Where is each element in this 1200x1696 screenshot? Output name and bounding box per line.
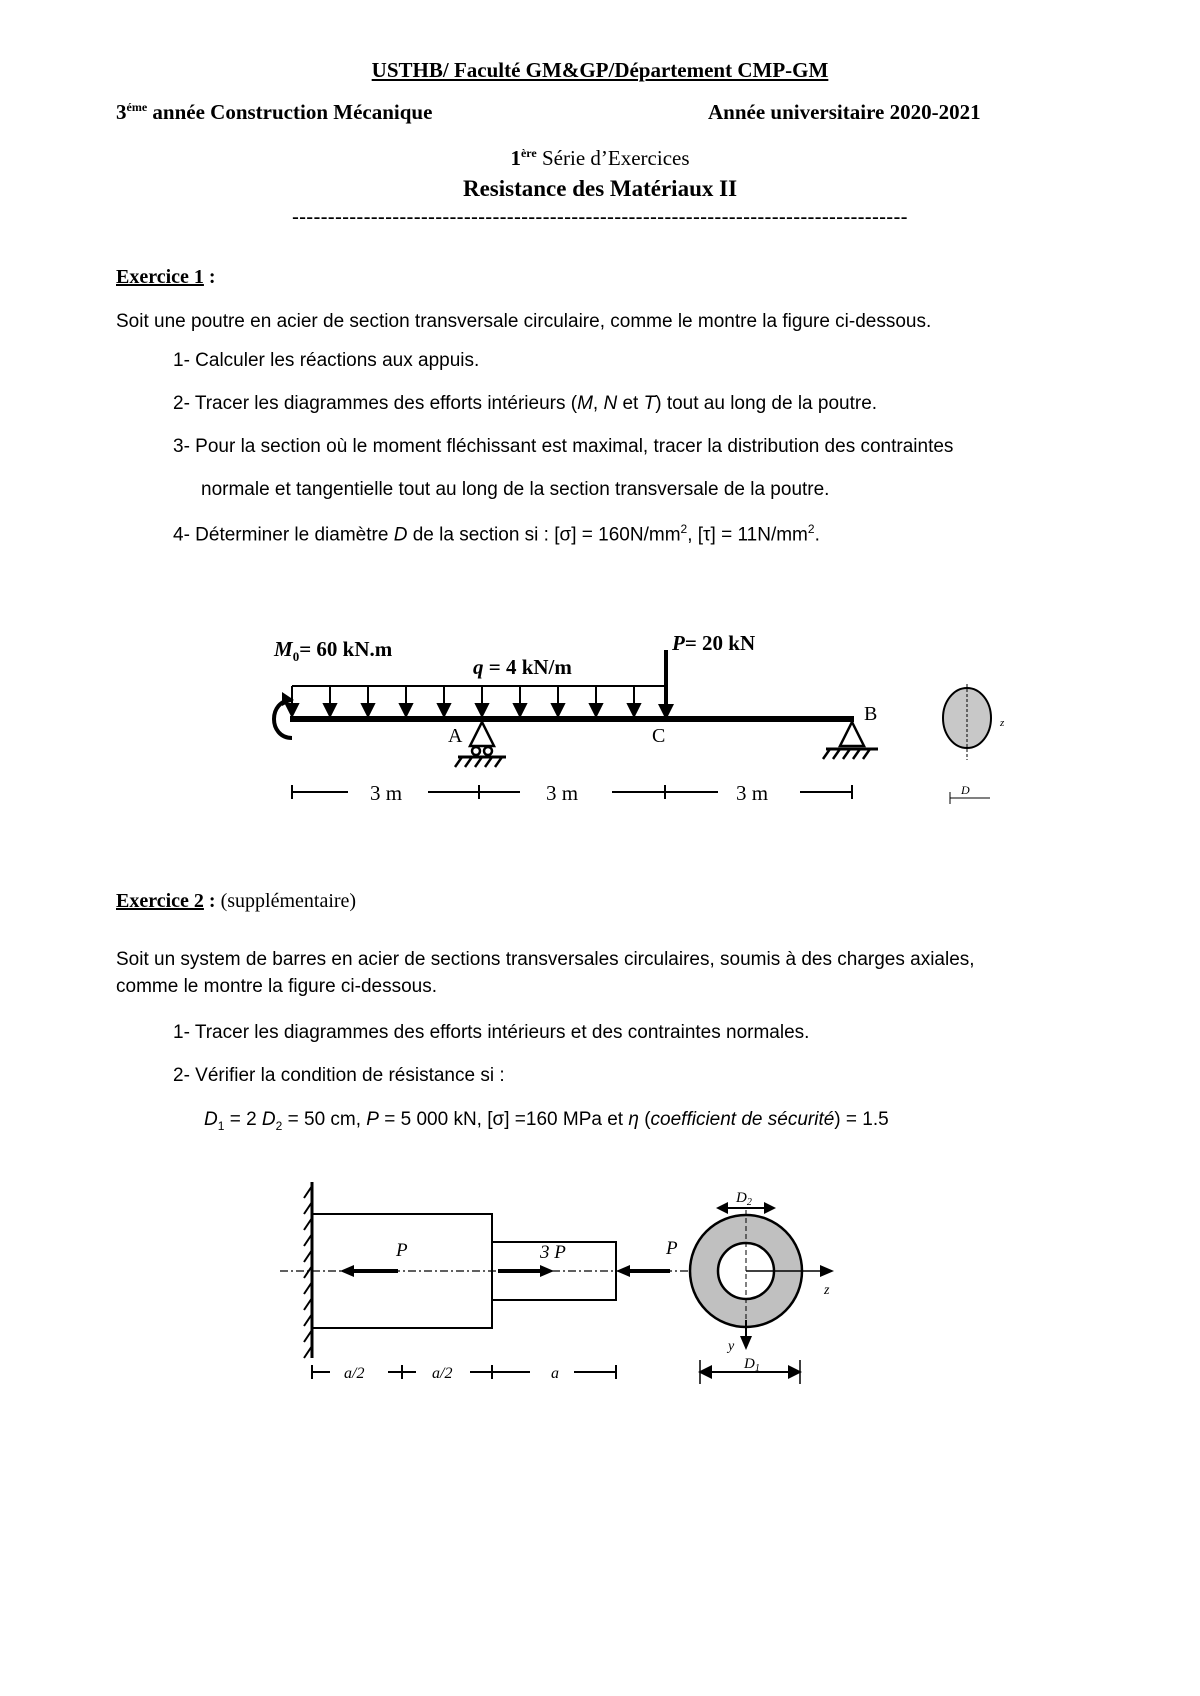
moment-label: $M_0= 60$ kN.m	[274, 637, 393, 664]
cond-mid3: = 5 000 kN, [σ] =160 MPa et	[378, 1109, 629, 1130]
bar-dim-1: a/2	[344, 1365, 365, 1382]
section-z-label: z	[824, 1283, 830, 1298]
point-c-label: C	[652, 725, 666, 747]
q4-sup1: 2	[680, 522, 688, 536]
cond-coef: coefficient de sécurité	[650, 1109, 835, 1130]
bar-figure	[0, 1170, 1200, 1390]
series-title	[0, 146, 1200, 171]
exercise2-q1: 1- Tracer les diagrammes des efforts intérieurs et des contraintes normales.	[173, 1022, 810, 1043]
exercise1-q3-line2: normale et tangentielle tout au long de la section transversale de la poutre.	[201, 479, 830, 500]
q4-text-c: , [τ] = 11N/mm	[687, 524, 808, 546]
exercise2-title: Exercice 2	[116, 890, 204, 912]
q4-text-a: 4- Déterminer le diamètre	[173, 524, 394, 546]
exercise1-heading	[116, 266, 216, 289]
exercise2-colon: :	[203, 890, 216, 912]
q4-sup2: 2	[807, 522, 815, 536]
year-num: 3	[116, 100, 127, 124]
year-level	[116, 100, 432, 125]
distributed-load-arrows	[286, 686, 640, 716]
cond-eta: η	[628, 1109, 639, 1130]
dim-3: 3 m	[736, 781, 769, 805]
exercise1-title: Exercice 1	[116, 266, 204, 288]
exercise1-q1: 1- Calculer les réactions aux appuis.	[173, 350, 480, 371]
cond-sub2: 2	[275, 1118, 283, 1133]
series-rest: Série d’Exercices	[536, 146, 690, 170]
force-3p-label: 3 P	[540, 1242, 566, 1263]
q2-text-b: ) tout au long de la poutre.	[655, 393, 878, 414]
section-z-label: z	[1000, 717, 1005, 729]
cond-paren: (	[638, 1109, 651, 1130]
exercise1-q3-line1: 3- Pour la section où le moment fléchissant est maximal, tracer la distribution des contraintes	[173, 436, 954, 457]
exercise1-q4	[173, 522, 820, 546]
series-num: 1	[510, 146, 521, 170]
q2-sep2: et	[617, 393, 644, 414]
q2-text-a: 2- Tracer les diagrammes des efforts intérieurs (	[173, 393, 578, 414]
q2-m: M	[577, 393, 593, 414]
q4-d: D	[393, 524, 408, 546]
cond-p: P	[366, 1109, 379, 1130]
force-p1-label: P	[396, 1240, 408, 1261]
exercise2-extra: (supplémentaire)	[215, 890, 357, 912]
separator-line: --------------------------------------------------------------------------------------	[292, 206, 908, 228]
dim-1: 3 m	[370, 781, 403, 805]
beam-figure	[0, 600, 1200, 830]
point-b-label: B	[864, 703, 878, 725]
bar-dim-3: a	[551, 1365, 559, 1382]
point-a-label: A	[448, 725, 463, 747]
institution-header: USTHB/ Faculté GM&GP/Département CMP-GM	[371, 58, 829, 82]
exercise2-intro-line2: comme le montre la figure ci-dessous.	[116, 976, 438, 997]
d2-label: $D_2$	[736, 1190, 752, 1208]
beam	[290, 716, 854, 722]
cond-mid1: = 2	[224, 1109, 262, 1130]
cond-mid2: = 50 cm,	[282, 1109, 367, 1130]
q2-t: T	[643, 393, 656, 414]
series-sup: ère	[520, 146, 537, 160]
cond-end: ) = 1.5	[834, 1109, 889, 1130]
exercise2-q2: 2- Vérifier la condition de résistance si :	[173, 1065, 505, 1086]
exercise1-colon: :	[203, 266, 216, 288]
cond-sub1: 1	[217, 1118, 225, 1133]
dim-2: 3 m	[546, 781, 579, 805]
q4-text-b: de la section si : [σ] = 160N/mm	[407, 524, 681, 546]
year-sup: éme	[126, 100, 148, 114]
exercise1-intro: Soit une poutre en acier de section transversale circulaire, comme le montre la figure ci-dessous.	[116, 311, 932, 332]
exercise2-conditions	[204, 1109, 889, 1133]
d1-label: $D_1$	[744, 1356, 760, 1374]
exercise2-heading	[116, 890, 356, 913]
exercise1-q2	[173, 393, 877, 415]
force-p2-label: P	[666, 1238, 678, 1259]
point-load-label: P= 20 kN	[672, 631, 756, 655]
q2-n: N	[603, 393, 618, 414]
bar-dim-2: a/2	[432, 1365, 453, 1382]
exercise2-intro-line1: Soit un system de barres en acier de sections transversales circulaires, soumis à des charges axiales,	[116, 949, 975, 970]
cond-d1: D	[204, 1109, 218, 1130]
year-rest: année Construction Mécanique	[147, 100, 433, 124]
academic-year: Année universitaire 2020-2021	[708, 100, 981, 124]
support-a	[455, 722, 506, 767]
distributed-load-label: q = 4 kN/m	[473, 655, 572, 679]
section-y-label: y	[728, 1339, 735, 1354]
course-title: Resistance des Matériaux II	[462, 176, 738, 201]
section-d-label: D	[961, 783, 970, 797]
q2-sep1: ,	[592, 393, 604, 414]
cond-d2: D	[261, 1109, 276, 1130]
support-b	[823, 722, 878, 759]
q4-end: .	[814, 524, 820, 546]
